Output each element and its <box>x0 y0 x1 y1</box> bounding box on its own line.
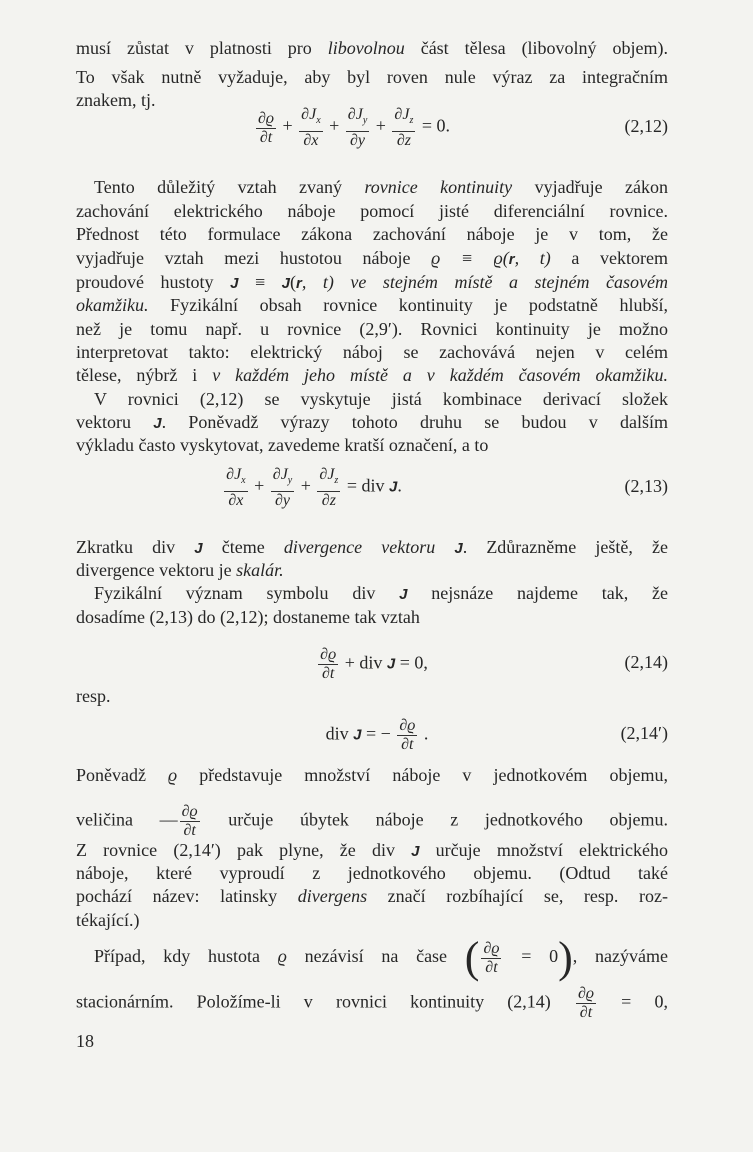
text-segment: vyjadřuje zákon <box>512 177 669 197</box>
text-segment: určuje úbytek náboje z jednotkového objemu. <box>201 809 668 830</box>
text-segment: zachování elektrického náboje pomocí jisté diferenciální rovnice. <box>76 201 668 221</box>
text-segment: Fyzikální význam symbolu div <box>94 583 400 603</box>
vector-symbol: J <box>399 586 408 603</box>
text-segment: nezávisí na čase <box>286 946 465 967</box>
italic-text: okamžiku. <box>76 295 149 315</box>
fraction-numerator <box>576 985 596 1004</box>
equation <box>76 464 668 512</box>
text-segment: stacionárním. Položíme-li v rovnici kontinuity (2,14) <box>76 991 574 1012</box>
text-line <box>76 199 668 223</box>
equation-label: (2,14) <box>624 652 668 672</box>
fraction <box>271 466 294 509</box>
italic-text: v každém jeho místě a v každém časovém okamžiku. <box>212 365 668 385</box>
vector-symbol: J <box>194 540 203 557</box>
text-line <box>76 410 668 434</box>
text-segment: = 0, <box>395 652 428 673</box>
text-line <box>76 65 668 89</box>
text-segment: = − <box>361 723 396 744</box>
text-segment: . <box>397 476 402 497</box>
resp-text: resp. <box>76 686 111 706</box>
fraction <box>318 646 338 683</box>
fraction <box>317 466 340 509</box>
text-segment: dosadíme (2,13) do (2,12); dostaneme tak vztah <box>76 607 420 627</box>
text-segment: interpretovat takto: elektrický náboj se zachovává nejen v celém <box>76 342 668 362</box>
italic-text: , t) <box>301 272 351 292</box>
text-segment: + <box>296 476 316 497</box>
equation-label: (2,12) <box>624 116 668 136</box>
subscript: z <box>334 475 339 487</box>
text-segment: nejsnáze najdeme tak, že <box>407 583 669 603</box>
text-segment: Poněvadž <box>76 765 169 785</box>
text-segment: Přednost této formulace zákona zachování náboje je v tom, že <box>76 224 668 244</box>
fraction <box>346 106 369 149</box>
vector-symbol: J <box>388 479 398 497</box>
fraction-denominator: ∂t <box>485 958 498 976</box>
fraction-denominator: ∂z <box>396 131 411 149</box>
fraction <box>392 106 415 149</box>
numerator-text: ∂J <box>347 106 363 124</box>
text-segment: část tělesa (libovolný objem). <box>404 38 668 58</box>
italic-text: divergence vektoru <box>283 537 455 557</box>
text-line <box>76 535 668 559</box>
italic-text: libovolnou <box>327 38 405 58</box>
subscript: x <box>241 475 246 487</box>
text-line <box>76 558 668 582</box>
text-line <box>76 270 668 294</box>
text-line <box>76 763 668 787</box>
text-segment: . Poněvadž výrazy tohoto druhu se budou v dalším <box>161 412 668 432</box>
numerator-text: ∂J <box>319 466 335 484</box>
vector-symbol: J <box>153 415 162 432</box>
text-segment: . Zdůrazněme ještě, že <box>462 537 668 557</box>
text-segment: = 0 <box>503 946 559 967</box>
equation-body <box>222 466 402 509</box>
fraction <box>299 106 322 149</box>
fraction-denominator: ∂t <box>321 664 335 682</box>
numerator-text: ∂J <box>226 466 242 484</box>
text-segment: Případ, kdy hustota <box>94 946 278 967</box>
text-line <box>94 175 668 199</box>
text-line <box>76 861 668 885</box>
text-line <box>76 605 668 629</box>
text-segment: znakem, tj. <box>76 90 156 110</box>
text-line <box>76 317 668 341</box>
italic-text: skalár. <box>236 560 284 580</box>
text-segment: tékající.) <box>76 910 140 930</box>
vector-symbol: J <box>230 275 239 292</box>
text-segment: představuje množství náboje v jednotkovém objemu, <box>177 765 668 785</box>
fraction-numerator <box>256 110 276 129</box>
text-segment: pochází název: latinsky <box>76 886 298 906</box>
numerator-text: ∂ϱ <box>483 939 500 957</box>
subscript: y <box>362 115 368 127</box>
equation-body <box>316 646 428 683</box>
fraction <box>224 466 247 509</box>
fraction-denominator: ∂y <box>350 131 366 149</box>
text-segment: než je tomu např. u rovnice (2,9′). Rovnici kontinuity je možno <box>76 319 668 339</box>
text-segment: , nazýváme <box>572 946 669 967</box>
text-segment: + div <box>340 652 387 673</box>
text-segment: V rovnici (2,12) se vyskytuje jistá kombinace derivací složek <box>94 389 668 409</box>
equation <box>76 711 668 759</box>
text-line <box>76 433 668 457</box>
text-segment: = div <box>342 476 389 497</box>
text-line <box>76 293 668 317</box>
vector-symbol: J <box>386 655 396 673</box>
text-segment: = 0, <box>598 991 668 1012</box>
text-segment: tělese, nýbrž i <box>76 365 213 385</box>
text-line <box>76 884 668 908</box>
text-segment: div <box>325 723 354 744</box>
fraction-denominator: ∂t <box>183 822 196 839</box>
text-segment: náboje, které vyproudí z jednotkového objemu. (Odtud také <box>76 863 668 883</box>
fraction-denominator: ∂x <box>303 131 319 149</box>
numerator-text: ∂J <box>272 466 288 484</box>
subscript: y <box>287 475 293 487</box>
parenthesis: ) <box>558 933 573 982</box>
vector-symbol: J <box>454 540 463 557</box>
text-line <box>94 581 668 605</box>
text-segment: Z rovnice (2,14′) pak plyne, že div <box>76 840 412 860</box>
text-segment: Zkratku div <box>76 537 195 557</box>
text-segment: musí zůstat v platnosti pro <box>76 38 328 58</box>
fraction-numerator <box>346 106 369 131</box>
italic-text: ve stejném místě a stejném časovém <box>350 272 668 292</box>
fraction-numerator <box>481 940 501 959</box>
text-line <box>76 908 668 932</box>
text-segment: vyjadřuje vztah mezi hustotou náboje <box>76 248 432 268</box>
fraction-denominator: ∂y <box>275 491 291 509</box>
vector-symbol: J <box>353 726 362 744</box>
text-segment: + <box>371 116 391 137</box>
numerator-text: ∂ϱ <box>181 803 198 820</box>
fraction-numerator <box>299 106 322 131</box>
text-line <box>76 36 668 60</box>
fraction-denominator: ∂t <box>401 735 414 753</box>
numerator-text: ∂ϱ <box>257 109 275 127</box>
italic-text: ϱ ≡ ϱ( <box>431 248 509 268</box>
text-line <box>76 222 668 246</box>
subscript: z <box>409 115 414 127</box>
italic-text: ϱ <box>168 765 178 785</box>
text-segment: ≡ <box>238 272 282 292</box>
text-line <box>76 363 668 387</box>
italic-text: rovnice kontinuity <box>364 177 513 197</box>
equation <box>76 640 668 688</box>
numerator-text: ∂J <box>301 106 317 124</box>
vector-symbol: J <box>281 275 290 292</box>
text-segment: veličina — <box>76 809 178 830</box>
fraction-denominator: ∂t <box>259 128 273 146</box>
text-segment: výkladu často vyskytovat, zavedeme kratší označení, a to <box>76 435 489 455</box>
italic-text: divergens <box>297 886 368 906</box>
text-line <box>94 387 668 411</box>
text-segment: divergence vektoru je <box>76 560 237 580</box>
vector-symbol: r <box>295 275 302 292</box>
fraction-denominator: ∂x <box>228 491 244 509</box>
text-segment: proudové hustoty <box>76 272 231 292</box>
fraction-denominator: ∂z <box>321 491 336 509</box>
text-line <box>76 803 668 839</box>
text-segment: + <box>249 476 269 497</box>
italic-text: ϱ <box>277 946 287 967</box>
fraction-numerator <box>224 466 247 491</box>
fraction <box>256 110 276 147</box>
text-segment: . <box>419 723 429 744</box>
fraction-numerator <box>392 106 415 131</box>
equation-label: (2,13) <box>624 476 668 496</box>
fraction-denominator: ∂t <box>579 1004 593 1021</box>
numerator-text: ∂ϱ <box>320 645 337 663</box>
fraction-numerator <box>318 646 338 665</box>
text-line <box>76 838 668 862</box>
text-segment: + <box>324 116 344 137</box>
text-line <box>76 985 668 1021</box>
fraction-numerator <box>180 803 200 822</box>
page-number: 18 <box>76 1031 94 1051</box>
fraction-numerator <box>397 717 417 736</box>
text-segment: To však nutně vyžaduje, aby byl roven nule výraz za integračním <box>76 67 668 87</box>
numerator-text: ∂ϱ <box>577 985 594 1002</box>
text-line <box>76 246 668 270</box>
fraction <box>481 940 501 977</box>
text-segment: a vektorem <box>550 248 669 268</box>
equation <box>76 104 668 152</box>
text-segment: určuje množství elektrického <box>419 840 668 860</box>
fraction <box>180 803 200 840</box>
text-segment: značí rozbíhající se, resp. roz- <box>367 886 668 906</box>
text-segment: vektoru <box>76 412 154 432</box>
italic-text: , t) <box>514 248 551 268</box>
text-segment: Fyzikální obsah rovnice kontinuity je podstatně hlubší, <box>148 295 668 315</box>
fraction <box>576 985 596 1022</box>
text-segment: Tento důležitý vztah zvaný <box>94 177 365 197</box>
text-segment: = 0. <box>417 116 450 137</box>
text-segment: + <box>278 116 298 137</box>
equation-body <box>326 717 429 754</box>
numerator-text: ∂J <box>394 106 410 124</box>
subscript: x <box>316 115 321 127</box>
vector-symbol: J <box>411 843 420 860</box>
equation-label: (2,14′) <box>620 723 668 743</box>
numerator-text: ∂ϱ <box>399 716 416 734</box>
text-segment: čteme <box>202 537 284 557</box>
vector-symbol: r <box>508 251 515 268</box>
equation-body <box>254 106 450 149</box>
text-line <box>76 340 668 364</box>
fraction <box>397 717 417 754</box>
text-line <box>94 933 669 982</box>
fraction-numerator <box>317 466 340 491</box>
fraction-numerator <box>271 466 294 491</box>
text-segment: ( <box>289 272 296 292</box>
parenthesis: ( <box>464 933 480 982</box>
